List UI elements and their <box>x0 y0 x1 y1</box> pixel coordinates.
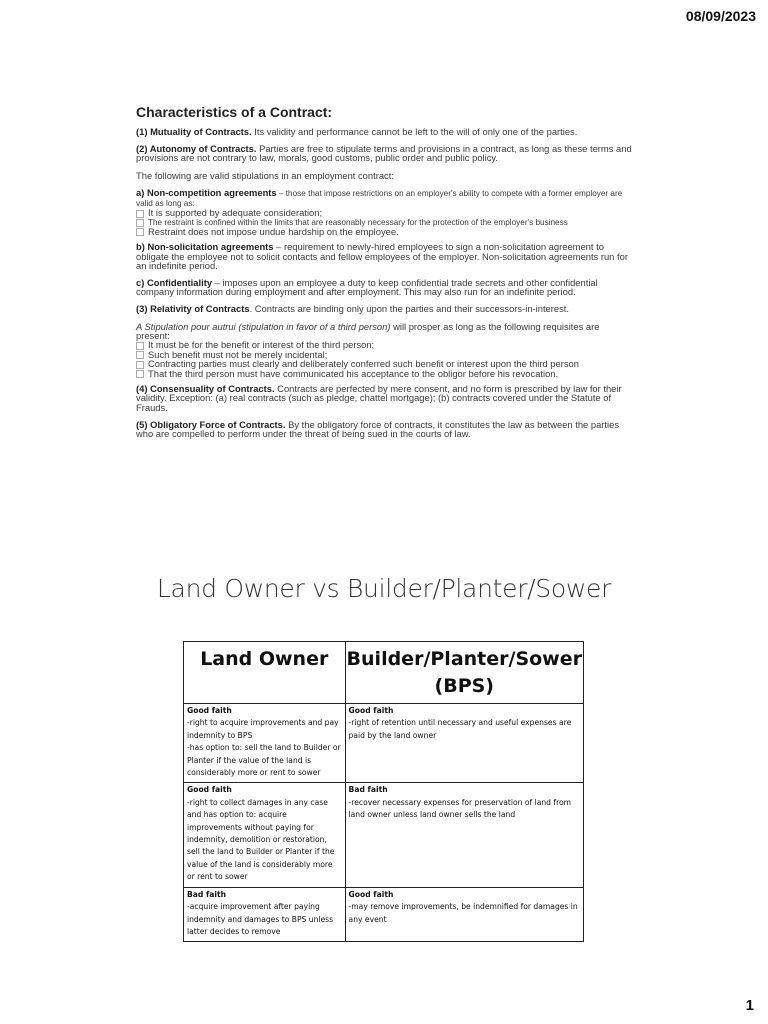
table-cell-land-owner <box>184 783 346 887</box>
paragraph-stipulation-pour-autrui <box>136 322 632 378</box>
bullet-text: The restraint is confined within the limits that are reasonably necessary for the protection of the employer's business <box>148 217 568 227</box>
table-cell-bps <box>345 887 583 942</box>
comparison-table <box>183 641 584 942</box>
table-row <box>184 887 584 942</box>
cell-line: -right to collect damages in any case and has option to: acquire improvements without paying for indemnity, demolition or restoration, sell the land to Builder or Planter if the value of the land is considerably more or rent to sower <box>187 797 335 882</box>
cell-heading: Good faith <box>187 785 232 795</box>
paragraph-consensuality <box>136 384 632 412</box>
stipulation-lead: A Stipulation pour autrui (stipulation in favor of a third person) <box>136 320 391 332</box>
cell-line: -may remove improvements, be indemnified for damages in any event <box>348 902 578 924</box>
column-header-bps: Builder/Planter/Sower (BPS) <box>345 642 583 704</box>
table-cell-bps <box>345 704 583 783</box>
bullet-text: It must be for the benefit or interest of the third person; <box>148 339 375 351</box>
bullet-text: Restraint does not impose undue hardship on the employee. <box>148 225 399 237</box>
checkbox-bullet-icon <box>136 370 144 378</box>
cell-heading: Good faith <box>187 706 232 715</box>
table-row <box>184 704 584 783</box>
non-competition-text: – those that impose restrictions on an employer's ability to compete with a former employer are valid as long as: <box>136 188 623 209</box>
list-item <box>136 208 632 218</box>
confidentiality-text: – imposes upon an employee a duty to keep confidential trade secrets and other confidential company information during employment and after employment. This may also run for an indefinite period. <box>136 277 598 298</box>
table-cell-bps <box>345 783 583 887</box>
consensuality-text: Contracts are perfected by mere consent, and no form is prescribed by law for their validity. Exception: (a) real contracts (such as pledge, chattel mortgage); (b) contracts covered under the Statute of Frauds. <box>136 383 622 413</box>
paragraph-relativity <box>136 304 632 313</box>
relativity-lead: (3) Relativity of Contracts <box>136 303 250 315</box>
non-solicitation-text: – requirement to newly-hired employees to sign a non-solicitation agreement to obligate the employee not to solicit contacts and fellow employees of the employer. Non-solicitation agreements run for an indefinite period. <box>136 241 628 271</box>
date-label: 08/09/2023 <box>685 8 756 24</box>
page-number: 1 <box>745 997 754 1014</box>
cell-heading: Good faith <box>348 706 394 715</box>
non-solicitation-lead: b) Non-solicitation agreements <box>136 241 274 253</box>
obligatory-force-lead: (5) Obligatory Force of Contracts. <box>136 418 286 430</box>
paragraph-confidentiality <box>136 278 632 296</box>
bullet-text: Such benefit must not be merely incidental; <box>148 348 328 360</box>
slide-title: Land Owner vs Builder/Planter/Sower <box>156 574 612 603</box>
consensuality-lead: (4) Consensuality of Contracts. <box>136 383 275 395</box>
paragraph-valid-stipulations: The following are valid stipulations in an employment contract: <box>136 169 394 181</box>
checkbox-bullet-icon <box>136 228 144 236</box>
table-row <box>184 783 584 887</box>
paragraph-mutuality <box>136 127 632 136</box>
section-title: Characteristics of a Contract: <box>136 104 333 120</box>
cell-heading: Bad faith <box>187 889 227 899</box>
checkbox-bullet-icon <box>136 210 144 218</box>
cell-heading: Good faith <box>348 889 394 899</box>
list-item <box>136 227 632 237</box>
cell-line: -recover necessary expenses for preservation of land from land owner unless land owner sells the land <box>348 797 572 820</box>
contract-characteristics-section <box>136 104 632 446</box>
paragraph-non-competition <box>136 188 632 237</box>
bullet-text: It is supported by adequate consideration; <box>148 207 323 219</box>
table-cell-land-owner <box>184 887 346 942</box>
autonomy-text: Parties are free to stipulate terms and provisions in a contract, as long as these terms and provisions are not contrary to law, morals, good customs, public order and public policy. <box>136 143 632 164</box>
list-item <box>136 369 632 379</box>
confidentiality-lead: c) Confidentiality <box>136 277 213 289</box>
mutuality-text: Its validity and performance cannot be left to the will of only one of the parties. <box>251 126 578 137</box>
relativity-text: . Contracts are binding only upon the parties and their successors-in-interest. <box>249 303 569 315</box>
paragraph-non-solicitation <box>136 242 632 270</box>
table-cell-land-owner <box>184 704 346 783</box>
obligatory-force-text: By the obligatory force of contracts, it constitutes the law as between the parties who are compelled to perform under the threat of being sued in the courts of law. <box>136 418 620 439</box>
column-header-land-owner: Land Owner <box>184 642 346 704</box>
mutuality-lead: (1) Mutuality of Contracts. <box>136 126 252 137</box>
checkbox-bullet-icon <box>136 219 144 227</box>
cell-line: -right of retention until necessary and useful expenses are paid by the land owner <box>348 718 572 740</box>
paragraph-obligatory-force <box>136 420 632 438</box>
cell-line: -right to acquire improvements and pay indemnity to BPS <box>187 718 339 740</box>
autonomy-lead: (2) Autonomy of Contracts. <box>136 143 257 155</box>
table-header-row <box>184 642 584 704</box>
cell-heading: Bad faith <box>348 785 388 795</box>
cell-line: -acquire improvement after paying indemnity and damages to BPS unless latter decides to remove <box>187 902 334 936</box>
paragraph-autonomy <box>136 144 632 162</box>
bullet-text: Contracting parties must clearly and deliberately conferred such benefit or interest upon the third person <box>148 358 579 370</box>
checkbox-bullet-icon <box>136 351 144 359</box>
cell-line: -has option to: sell the land to Builder or Planter if the value of the land is considerably more or rent to sower <box>187 743 341 778</box>
checkbox-bullet-icon <box>136 361 144 369</box>
checkbox-bullet-icon <box>136 342 144 350</box>
stipulation-text: will prosper as long as the following requisites are present: <box>136 320 600 341</box>
non-competition-lead: a) Non-competition agreements <box>136 186 277 198</box>
bullet-text: That the third person must have communicated his acceptance to the obligor before his revocation. <box>148 367 559 379</box>
